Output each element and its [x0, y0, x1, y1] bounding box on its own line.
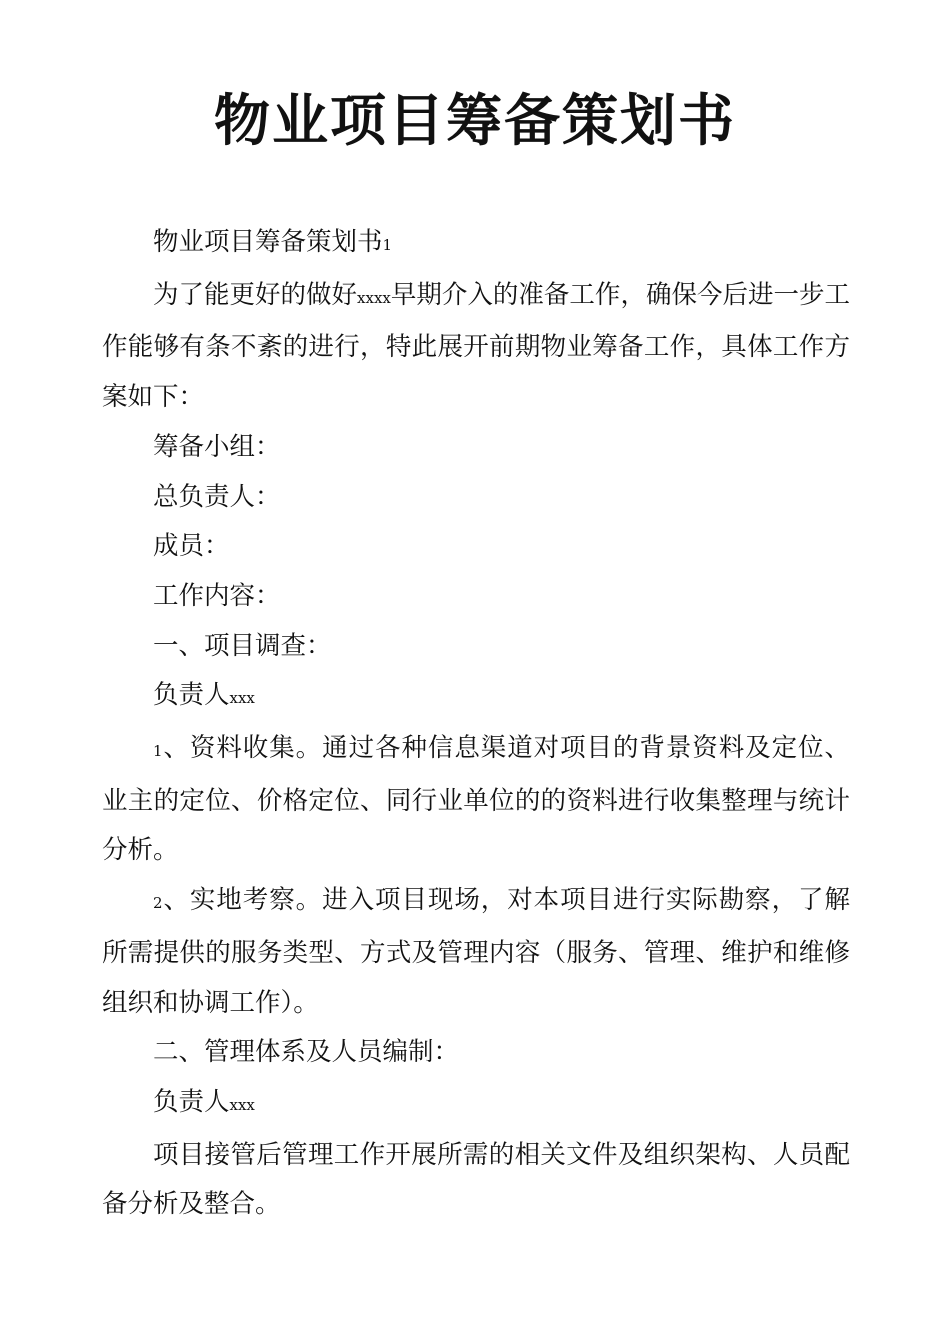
paragraph-text: 物业项目筹备策划书 [153, 227, 383, 257]
document-title: 物业项目筹备策划书 [214, 89, 736, 154]
intro-text-part-1: 为了能更好的做好 [153, 279, 358, 310]
intro-placeholder: xxxx [357, 288, 391, 307]
list-item-text: 、资料收集。通过各种信息渠道对项目的背景资料及定位、业主的定位、价格定位、同行业单位的的资料进行收集整理与统计分析。 [102, 733, 850, 866]
document-body [102, 218, 850, 1230]
paragraph-prep-group: 筹备小组： [153, 431, 281, 462]
list-number: 1 [153, 742, 163, 761]
responsible-label: 负责人 [153, 1086, 230, 1117]
paragraph-takeover-work: 项目接管后管理工作开展所需的相关文件及组织架构、人员配备分析及整合。 [102, 1139, 850, 1220]
list-number: 2 [153, 894, 163, 913]
paragraph-responsible-1 [102, 671, 850, 724]
section-heading-management-system: 二、管理体系及人员编制： [153, 1037, 460, 1068]
paragraph-responsible-2 [102, 1078, 850, 1131]
list-item-data-collection [102, 724, 850, 876]
responsible-label: 负责人 [153, 680, 230, 711]
list-item-site-inspection [102, 876, 850, 1028]
paragraph-heading-repeat [102, 218, 850, 271]
intro-text-part-2: 早期介入的准备工作，确保今后进一步工作能够有条不紊的进行，特此展开前期物业筹备工作，具体工作方案如下： [102, 279, 850, 413]
paragraph-members: 成员： [153, 531, 230, 562]
section-heading-project-survey: 一、项目调查： [153, 630, 332, 661]
paragraph-chief-responsible: 总负责人： [153, 481, 281, 512]
list-item-text: 、实地考察。进入项目现场，对本项目进行实际勘察，了解所需提供的服务类型、方式及管理内容（服务、管理、维护和维修组织和协调工作）。 [102, 885, 850, 1018]
paragraph-intro [102, 271, 850, 423]
responsible-placeholder: xxx [229, 689, 255, 708]
paragraph-number-suffix: 1 [382, 236, 393, 254]
paragraph-work-content: 工作内容： [153, 580, 281, 611]
responsible-placeholder: xxx [229, 1095, 255, 1114]
